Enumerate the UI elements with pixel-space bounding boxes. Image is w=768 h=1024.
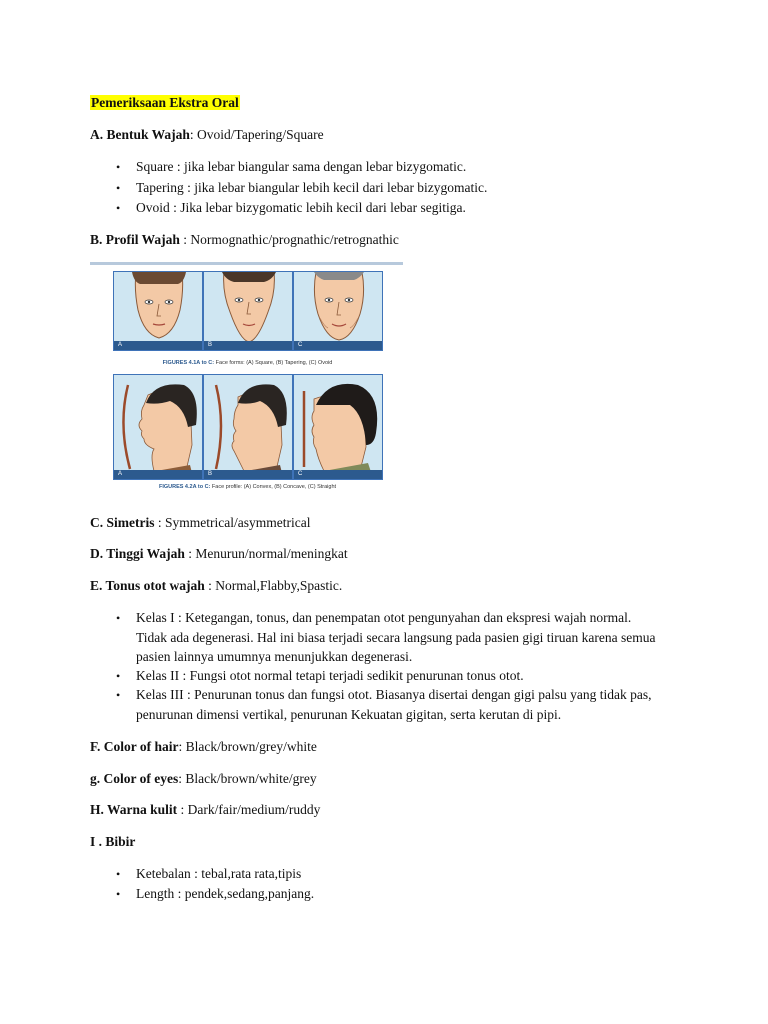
section-d-heading <box>90 546 348 562</box>
figure-1-label: FIGURES 4.1A to C: <box>162 360 215 366</box>
section-f-heading <box>90 739 317 755</box>
section-i-label: I . Bibir <box>90 834 136 849</box>
list-item-continuation: Tidak ada degenerasi. Hal ini biasa terjadi secara langsung pada pasien gigi tiruan karena semua <box>136 630 656 645</box>
section-a-label: A. Bentuk Wajah <box>90 127 190 142</box>
section-a-heading <box>90 127 324 143</box>
bullet-icon: • <box>116 611 121 625</box>
document-title <box>90 95 240 111</box>
figure-2-text: Face profile: (A) Convex, (B) Concave, (C) Straight <box>210 484 337 490</box>
section-d-label: D. Tinggi Wajah <box>90 546 185 561</box>
bullet-icon: • <box>116 688 121 702</box>
section-h-heading <box>90 802 320 818</box>
list-item: Square : jika lebar biangular sama dengan lebar bizygomatic. <box>136 159 467 174</box>
section-c-heading <box>90 515 310 531</box>
straight-profile-image <box>293 374 383 480</box>
section-b-heading <box>90 232 399 248</box>
list-item: Kelas III : Penurunan tonus dan fungsi otot. Biasanya disertai dengan gigi palsu yang tidak pas, <box>136 687 652 702</box>
figure-1-text: Face forms: (A) Square, (B) Tapering, (C) Ovoid <box>214 360 333 366</box>
bullet-icon: • <box>116 201 121 215</box>
bullet-icon: • <box>116 181 121 195</box>
section-g-heading <box>90 771 317 787</box>
section-e-value: : Normal,Flabby,Spastic. <box>204 578 343 593</box>
list-item: Length : pendek,sedang,panjang. <box>136 886 315 901</box>
section-i-heading <box>90 834 135 850</box>
list-item-continuation: pasien lainnya umumnya menunjukkan degenerasi. <box>136 649 413 664</box>
section-c-label: C. Simetris <box>90 515 155 530</box>
figure-2-label: FIGURES 4.2A to C: <box>158 484 211 490</box>
section-g-value: : Black/brown/white/grey <box>178 771 317 786</box>
list-item: Kelas II : Fungsi otot normal tetapi terjadi sedikit penurunan tonus otot. <box>136 668 524 683</box>
list-item: Tapering : jika lebar biangular lebih kecil dari lebar bizygomatic. <box>136 180 488 195</box>
panel-tag: A <box>114 341 202 350</box>
section-c-value: : Symmetrical/asymmetrical <box>154 515 311 530</box>
panel-tag: B <box>204 341 292 350</box>
square-face-drawing <box>114 272 203 351</box>
bullet-icon: • <box>116 867 121 881</box>
section-a-value: : Ovoid/Tapering/Square <box>189 127 324 142</box>
face-profiles-row <box>113 374 383 480</box>
section-f-value: : Black/brown/grey/white <box>178 739 317 754</box>
list-item: Ketebalan : tebal,rata rata,tipis <box>136 866 302 881</box>
ovoid-face-drawing <box>294 272 383 351</box>
section-e-heading <box>90 578 342 594</box>
concave-profile-image <box>203 374 293 480</box>
panel-tag: C <box>294 341 382 350</box>
ovoid-face-image <box>293 271 383 351</box>
panel-tag: A <box>114 470 202 479</box>
section-g-label: g. Color of eyes <box>90 771 179 786</box>
convex-profile-image <box>113 374 203 480</box>
section-b-value: : Normognathic/prognathic/retrognathic <box>179 232 399 247</box>
section-e-label: E. Tonus otot wajah <box>90 578 205 593</box>
face-forms-row <box>113 271 383 351</box>
section-d-value: : Menurun/normal/meningkat <box>184 546 348 561</box>
section-f-label: F. Color of hair <box>90 739 179 754</box>
concave-profile-drawing <box>204 375 293 480</box>
tapering-face-image <box>203 271 293 351</box>
figure-1-caption <box>90 360 405 366</box>
face-forms-figure <box>90 262 405 498</box>
section-h-label: H. Warna kulit <box>90 802 178 817</box>
bullet-icon: • <box>116 669 121 683</box>
section-b-label: B. Profil Wajah <box>90 232 180 247</box>
list-item: Kelas I : Ketegangan, tonus, dan penempatan otot pengunyahan dan ekspresi wajah normal. <box>136 610 632 625</box>
list-item: Ovoid : Jika lebar bizygomatic lebih kecil dari lebar segitiga. <box>136 200 466 215</box>
square-face-image <box>113 271 203 351</box>
convex-profile-drawing <box>114 375 203 480</box>
title-text: Pemeriksaan Ekstra Oral <box>91 95 239 110</box>
bullet-icon: • <box>116 160 121 174</box>
straight-profile-drawing <box>294 375 383 480</box>
panel-tag: B <box>204 470 292 479</box>
list-item-continuation: penurunan dimensi vertikal, penurunan Kekuatan gigitan, serta kerutan di pipi. <box>136 707 562 722</box>
tapering-face-drawing <box>204 272 293 351</box>
figure-divider <box>90 262 403 265</box>
panel-tag: C <box>294 470 382 479</box>
bullet-icon: • <box>116 887 121 901</box>
figure-2-caption <box>90 484 405 490</box>
section-h-value: : Dark/fair/medium/ruddy <box>177 802 321 817</box>
